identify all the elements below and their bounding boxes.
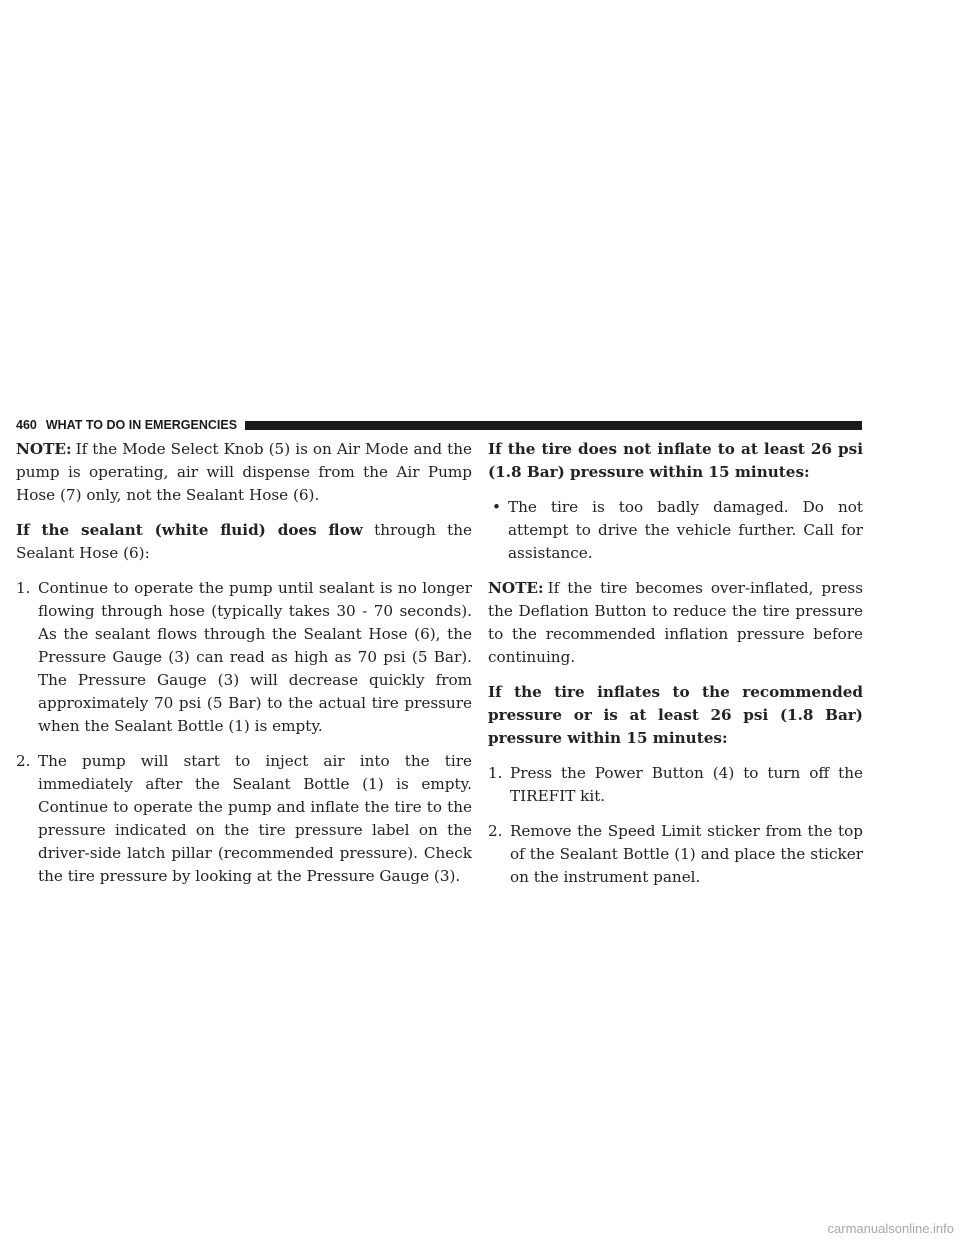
bullet-marker: •: [492, 498, 501, 516]
note-label: NOTE:: [16, 440, 72, 458]
section-title: WHAT TO DO IN EMERGENCIES: [45, 418, 238, 432]
no-inflate-heading: If the tire does not inflate to at least 26 psi (1.8 Bar) pressure within 15 minutes:: [488, 440, 863, 481]
note-paragraph: [488, 577, 863, 669]
step-number: 1.: [16, 579, 31, 597]
sealant-flow-lead: [16, 519, 472, 565]
step-number: 2.: [488, 822, 503, 840]
note-text: If the tire becomes over-inflated, press the Deflation Button to reduce the tire pressure to the recommended inflation pressure before continuing.: [488, 579, 863, 666]
note-text: If the Mode Select Knob (5) is on Air Mode and the pump is operating, air will dispense from the Air Pump Hose (7) only, not the Sealant Hose (6).: [16, 440, 472, 504]
step-text: Remove the Speed Limit sticker from the top of the Sealant Bottle (1) and place the sticker on the instrument panel.: [510, 822, 863, 886]
step-number: 1.: [488, 764, 503, 782]
list-item: [488, 496, 863, 565]
step-text: Press the Power Button (4) to turn off the TIREFIT kit.: [510, 764, 863, 805]
note-label: NOTE:: [488, 579, 544, 597]
list-item: [488, 762, 863, 808]
bullet-text: The tire is too badly damaged. Do not attempt to drive the vehicle further. Call for assistance.: [508, 498, 863, 562]
step-text: Continue to operate the pump until sealant is no longer flowing through hose (typically takes 30 - 70 seconds). As the sealant flows through the Sealant Hose (6), the Pressure Gauge (3) can read as high as 70 psi (5 Bar). The Pressure Gauge (3) will decrease quickly from approximately 70 psi (5 Bar) to the actual tire pressure when the Sealant Bottle (1) is empty.: [38, 579, 472, 735]
sealant-flow-lead-bold: If the sealant (white fluid) does flow: [16, 521, 363, 539]
list-item: [488, 820, 863, 889]
left-column: [16, 438, 472, 900]
sealant-flow-lead-rest: through the Sealant Hose (6):: [16, 521, 472, 562]
list-item: [16, 577, 472, 738]
step-text: The pump will start to inject air into the tire immediately after the Sealant Bottle (1) is empty. Continue to operate the pump and inflate the tire to the pressure indicated on the tire pressure label on the driver-side latch pillar (recommended pressure). Check the tire pressure by looking at the Pressure Gauge (3).: [38, 752, 472, 885]
list-item: [16, 750, 472, 888]
step-number: 2.: [16, 752, 31, 770]
page-header: [16, 417, 862, 433]
inflates-heading: If the tire inflates to the recommended pressure or is at least 26 psi (1.8 Bar) pressure within 15 minutes:: [488, 683, 863, 747]
right-column: [488, 438, 863, 901]
header-rule: [245, 421, 862, 430]
page-number: 460: [16, 418, 37, 432]
note-paragraph: [16, 438, 472, 507]
watermark: carmanualsonline.info: [827, 1221, 954, 1236]
